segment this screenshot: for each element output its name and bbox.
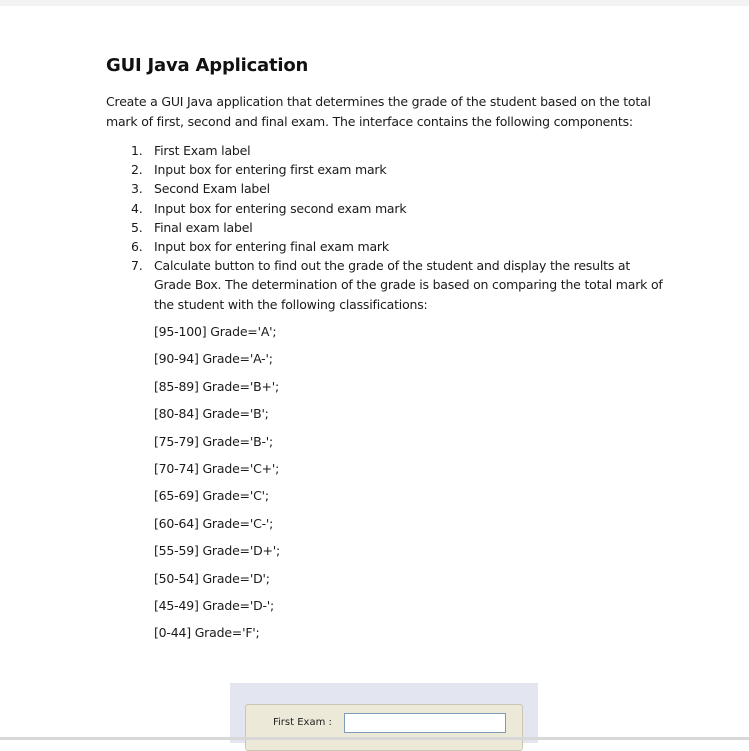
list-item-number: 7.	[131, 258, 143, 274]
list-item-text: Input box for entering second exam mark	[154, 200, 407, 216]
list-item	[106, 160, 664, 179]
list-item	[106, 199, 664, 218]
first-exam-input[interactable]	[344, 713, 506, 733]
grade-rule: [65-69] Grade='C';	[154, 488, 269, 504]
list-item-number: 4.	[131, 200, 143, 216]
grade-classification-list	[154, 322, 280, 651]
list-item-text: First Exam label	[154, 143, 251, 158]
list-item-number: 2.	[131, 162, 143, 178]
gui-form-panel	[245, 704, 523, 751]
list-item-text: Calculate button to find out the grade of the student and display the results at Grade Box. The determination of the grade is based on comparing the total mark of the student with the following classifications:	[154, 258, 663, 312]
list-item-text: Input box for entering final exam mark	[154, 239, 389, 255]
list-item-number: 6.	[131, 239, 143, 255]
first-exam-label: First Exam :	[273, 717, 332, 728]
grade-rule: [85-89] Grade='B+';	[154, 378, 279, 394]
grade-rule: [95-100] Grade='A';	[154, 324, 277, 339]
list-item-number: 5.	[131, 219, 143, 235]
list-item-number: 1.	[131, 143, 143, 158]
list-item-number: 3.	[131, 181, 143, 197]
grade-rule: [0-44] Grade='F';	[154, 625, 260, 641]
list-item-text: Final exam label	[154, 219, 253, 235]
gui-preview-window	[230, 683, 538, 743]
grade-rule: [90-94] Grade='A-';	[154, 351, 273, 367]
components-list	[106, 141, 664, 314]
page-title: GUI Java Application	[106, 55, 309, 76]
list-item	[106, 141, 664, 160]
list-item-text: Second Exam label	[154, 181, 270, 197]
grade-rule: [60-64] Grade='C-';	[154, 515, 274, 531]
grade-rule: [80-84] Grade='B';	[154, 406, 269, 422]
grade-rule: [70-74] Grade='C+';	[154, 460, 280, 476]
list-item	[106, 179, 664, 198]
list-item	[106, 237, 664, 256]
list-item	[106, 218, 664, 237]
grade-rule: [50-54] Grade='D';	[154, 570, 270, 586]
grade-rule: [55-59] Grade='D+';	[154, 543, 281, 559]
list-item-text: Input box for entering first exam mark	[154, 162, 387, 178]
top-margin-band	[0, 0, 749, 6]
grade-rule: [75-79] Grade='B-';	[154, 433, 274, 449]
intro-paragraph: Create a GUI Java application that determines the grade of the student based on the total mark of first, second and final exam. The interface contains the following components:	[106, 94, 651, 129]
grade-rule: [45-49] Grade='D-';	[154, 597, 275, 613]
list-item	[106, 256, 664, 314]
